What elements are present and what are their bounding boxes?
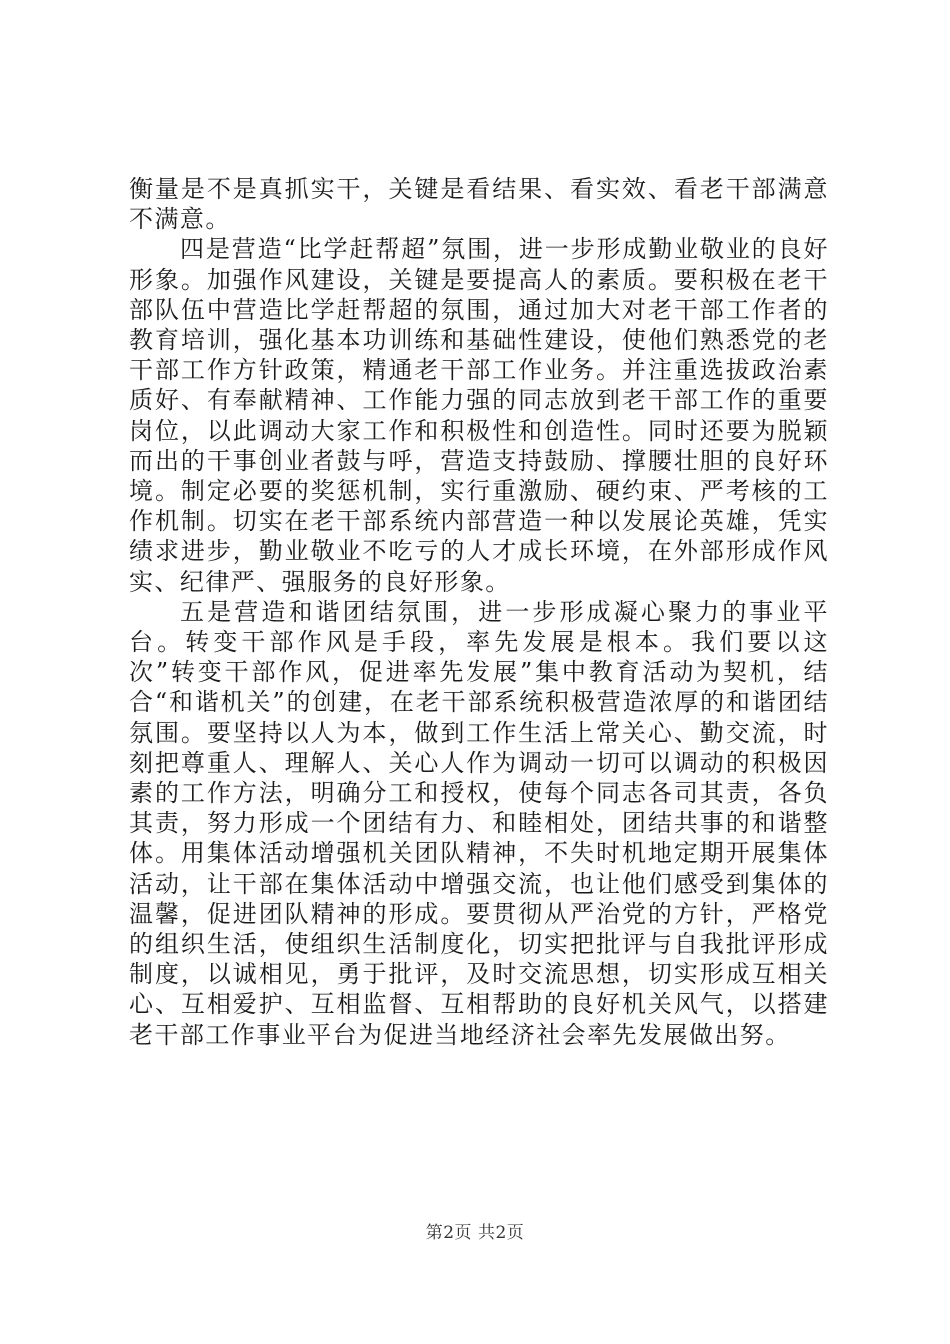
paragraph-continuation: 衡量是不是真抓实干，关键是看结果、看实效、看老干部满意不满意。 [129,175,829,234]
document-body [129,174,829,1050]
paragraph-point-four: 四是营造“比学赶帮超”氛围，进一步形成勤业敬业的良好形象。加强作风建设，关键是要提高人的素质。要积极在老干部队伍中营造比学赶帮超的氛围，通过加大对老干部工作者的教育培训，强化基本功训练和基础性建设，使他们熟悉党的老干部工作方针政策，精通老干部工作业务。并注重选拔政治素质好、有奉献精神、工作能力强的同志放到老干部工作的重要岗位，以此调动大家工作和积极性和创造性。同时还要为脱颖而出的干事创业者鼓与呼，营造支持鼓励、撑腰壮胆的良好环境。制定必要的奖惩机制，实行重激励、硬约束、严考核的工作机制。切实在老干部系统内部营造一种以发展论英雄，凭实绩求进步，勤业敬业不吃亏的人才成长环境，在外部形成作风实、纪律严、强服务的良好形象。 [129,235,829,596]
page-number-footer: 第2页 共2页 [425,1223,525,1243]
paragraph-point-five: 五是营造和谐团结氛围，进一步形成凝心聚力的事业平台。转变干部作风是手段，率先发展是根本。我们要以这次”转变干部作风，促进率先发展”集中教育活动为契机，结合“和谐机关”的创建，在老干部系统积极营造浓厚的和谐团结氛围。要坚持以人为本，做到工作生活上常关心、勤交流，时刻把尊重人、理解人、关心人作为调动一切可以调动的积极因素的工作方法，明确分工和授权，使每个同志各司其责，各负其责，努力形成一个团结有力、和睦相处，团结共事的和谐整体。用集体活动增强机关团队精神，不失时机地定期开展集体活动，让干部在集体活动中增强交流，也让他们感受到集体的温馨，促进团队精神的形成。要贯彻从严治党的方针，严格党的组织生活，使组织生活制度化，切实把批评与自我批评形成制度，以诚相见，勇于批评，及时交流思想，切实形成互相关心、互相爱护、互相监督、互相帮助的良好机关风气，以搭建老干部工作事业平台为促进当地经济社会率先发展做出努。 [129,597,829,1049]
